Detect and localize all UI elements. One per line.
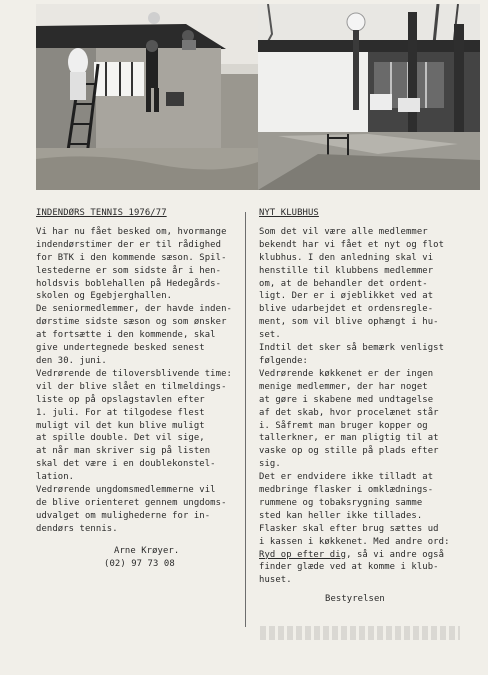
text-line: Indtil det sker så bemærk venligst: [259, 343, 445, 354]
author-name: Arne Krøyer.: [114, 545, 180, 556]
text-line: den 30. juni.: [36, 355, 107, 366]
text-line: finder glæde ved at komme i klub-: [259, 562, 439, 573]
text-line: bekendt har vi fået et nyt og flot: [259, 239, 445, 250]
text-line: menige medlemmer, der har noget: [259, 381, 428, 392]
text-line: Vedrørende køkkenet er der ingen: [259, 368, 434, 379]
text-line: at spille double. Det vil sige,: [36, 433, 205, 444]
column-divider: [245, 212, 246, 627]
text-line: i. Såfremt man bruger kopper og: [259, 420, 428, 431]
indoor-tennis-article: [36, 207, 242, 570]
underlined-phrase: Ryd op efter dig: [259, 549, 347, 560]
text-line: medbringe flasker i omklædnings-: [259, 485, 434, 496]
text-line: De seniormedlemmer, der havde inden-: [36, 304, 232, 315]
text-line: Som det vil være alle medlemmer: [259, 226, 428, 237]
text-line: sig.: [259, 459, 281, 470]
text-line: for BTK i den kommende sæson. Spil-: [36, 252, 227, 263]
clubhouse-construction-photo: [36, 4, 258, 190]
text-line: de blive orienteret gennem ungdoms-: [36, 497, 227, 508]
text-line: vaske op og stille på plads efter: [259, 446, 439, 457]
text-line: holdsvis boblehallen på Hedegårds-: [36, 278, 222, 289]
text-line: om, at de behandler det ordent-: [259, 278, 428, 289]
author-phone: (02) 97 73 08: [104, 558, 175, 569]
text-line: ment, som vil blive ophængt i hu-: [259, 317, 439, 328]
indoor-tennis-heading: INDENDØRS TENNIS 1976/77: [36, 208, 167, 218]
new-clubhouse-article: [259, 207, 459, 606]
text-line: dørstime sidste sæson og som ønsker: [36, 317, 227, 328]
underlined-line-rest: , så vi andre også: [346, 549, 445, 560]
new-clubhouse-body-end: [259, 561, 459, 587]
text-line: udvalget om mulighederne for in-: [36, 510, 211, 521]
clubhouse-construction-photo-icon: [36, 4, 258, 190]
text-line: ligt. Der er i øjeblikket ved at: [259, 291, 434, 302]
text-line: set.: [259, 330, 281, 341]
text-line: tallerkner, er man pligtig til at: [259, 433, 439, 444]
text-line: at når man skriver sig på listen: [36, 446, 211, 457]
text-line: dendørs tennis.: [36, 523, 118, 534]
text-line: af det skab, hvor procelænet står: [259, 407, 439, 418]
text-line: lation.: [36, 472, 75, 483]
text-line: klubhus. I den anledning skal vi: [259, 252, 434, 263]
text-line: indendørstimer der er til rådighed: [36, 239, 222, 250]
underlined-line: [259, 549, 459, 562]
text-line: Det er endvidere ikke tilladt at: [259, 472, 434, 483]
text-line: blive udarbejdet et ordensregle-: [259, 304, 434, 315]
text-line: skolen og Egebjerghallen.: [36, 291, 173, 302]
text-line: vil der blive slået en tilmeldings-: [36, 381, 227, 392]
text-line: i kassen i køkkenet. Med andre ord:: [259, 536, 450, 547]
text-line: muligt vil det kun blive muligt: [36, 420, 205, 431]
text-line: skal det være i en doublekonstel-: [36, 459, 216, 470]
board-signature: Bestyrelsen: [325, 594, 385, 605]
text-line: at gøre i skabene med undtagelse: [259, 394, 434, 405]
text-line: Vedrørende de tiloversblivende time:: [36, 368, 232, 379]
text-line: huset.: [259, 575, 292, 586]
text-line: sted kan heller ikke tillades.: [259, 510, 423, 521]
clubhouse-exterior-photo-icon: [258, 4, 480, 190]
new-clubhouse-heading: NYT KLUBHUS: [259, 208, 319, 218]
text-line: 1. juli. For at tilgodese flest: [36, 407, 205, 418]
text-line: lestederne er som sidste år i hen-: [36, 265, 222, 276]
clubhouse-exterior-photo: [258, 4, 480, 190]
indoor-tennis-body: [36, 226, 242, 536]
text-line: rummene og tobaksrygning samme: [259, 497, 423, 508]
text-line: Vedrørende ungdomsmedlemmerne vil: [36, 485, 216, 496]
new-clubhouse-body: [259, 226, 459, 549]
bleed-through-text: [260, 626, 460, 640]
text-line: give undertegnede besked senest: [36, 343, 205, 354]
text-line: Vi har nu fået besked om, hvormange: [36, 226, 227, 237]
text-line: henstille til klubbens medlemmer: [259, 265, 434, 276]
text-line: at fortsætte i den kommende, skal: [36, 330, 216, 341]
text-line: følgende:: [259, 355, 308, 366]
text-line: liste op på opslagstavlen efter: [36, 394, 205, 405]
text-line: Flasker skal efter brug sættes ud: [259, 523, 439, 534]
